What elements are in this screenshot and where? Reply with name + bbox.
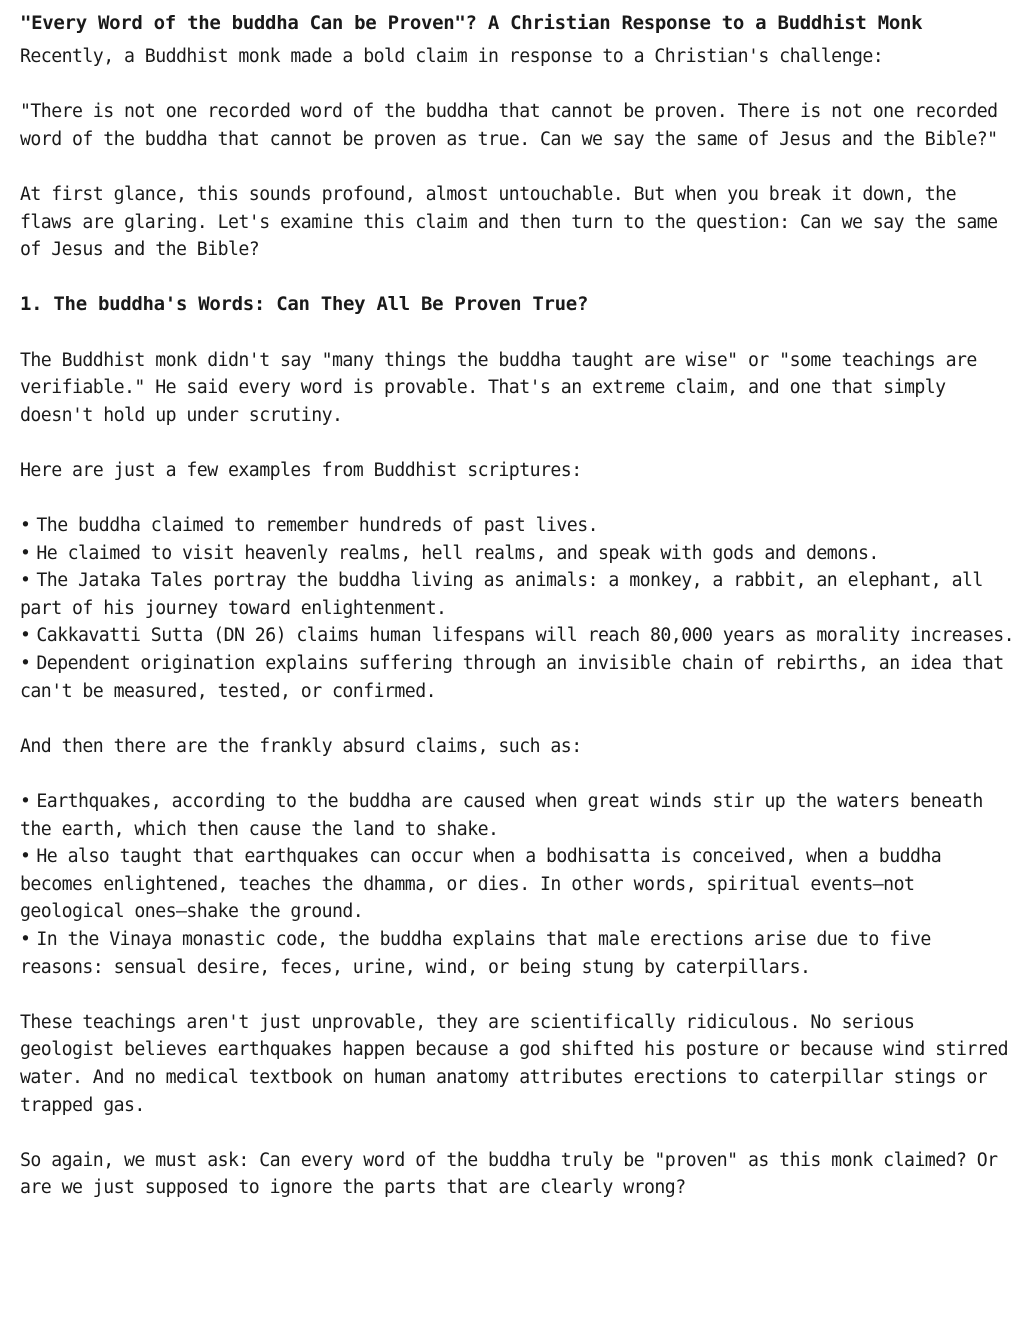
list-item: • Cakkavatti Sutta (DN 26) claims human lifespans will reach 80,000 years as morality increases.: [20, 622, 1015, 650]
examples-intro: Here are just a few examples from Buddhist scriptures:: [20, 459, 582, 481]
monk-quote: "There is not one recorded word of the buddha that cannot be proven. There is not one recorded word of the buddha that cannot be proven as true. Can we say the same of Jesus and the Bible?": [20, 101, 998, 150]
list-item: • He also taught that earthquakes can occur when a bodhisatta is conceived, when a buddha becomes enlightened, teaches the dhamma, or dies. In other words, spiritual events—not geological ones—shake the ground.: [20, 843, 1015, 926]
list-item: • In the Vinaya monastic code, the buddha explains that male erections arise due to five reasons: sensual desire, feces, urine, wind, or being stung by caterpillars.: [20, 926, 1015, 981]
section-1-paragraph-3: So again, we must ask: Can every word of the buddha truly be "proven" as this monk claimed? Or are we just supposed to ignore the parts that are clearly wrong?: [20, 1149, 998, 1199]
list-item: • The Jataka Tales portray the buddha living as animals: a monkey, a rabbit, an elephant, all part of his journey toward enlightenment.: [20, 567, 1015, 622]
absurd-claims-list: [20, 788, 1015, 981]
article: [20, 10, 1015, 1230]
section-1-heading: 1. The buddha's Words: Can They All Be Proven True?: [20, 293, 589, 316]
list-item: • He claimed to visit heavenly realms, hell realms, and speak with gods and demons.: [20, 540, 1015, 568]
absurd-intro: And then there are the frankly absurd claims, such as:: [20, 735, 582, 757]
examples-list: [20, 512, 1015, 705]
section-1-paragraph-1: The Buddhist monk didn't say "many things the buddha taught are wise" or "some teachings are verifiable." He said every word is provable. That's an extreme claim, and one that simply doesn't hold up under scrutiny.: [20, 349, 977, 426]
article-title: "Every Word of the buddha Can be Proven"? A Christian Response to a Buddhist Monk: [20, 12, 923, 34]
section-1-paragraph-2: These teachings aren't just unprovable, they are scientifically ridiculous. No serious geologist believes earthquakes happen because a god shifted his posture or because wind stirred water. And no medical textbook on human anatomy attributes erections to caterpillar stings or trapped gas.: [20, 1011, 1008, 1116]
intro-paragraph: Recently, a Buddhist monk made a bold claim in response to a Christian's challenge:: [20, 46, 884, 67]
list-item: • The buddha claimed to remember hundreds of past lives.: [20, 512, 1015, 540]
list-item: • Dependent origination explains suffering through an invisible chain of rebirths, an idea that can't be measured, tested, or confirmed.: [20, 650, 1015, 705]
first-glance-paragraph: At first glance, this sounds profound, almost untouchable. But when you break it down, the flaws are glaring. Let's examine this claim and then turn to the question: Can we say the same of Jesus and the Bible?: [20, 183, 998, 261]
list-item: • Earthquakes, according to the buddha are caused when great winds stir up the waters beneath the earth, which then cause the land to shake.: [20, 788, 1015, 843]
